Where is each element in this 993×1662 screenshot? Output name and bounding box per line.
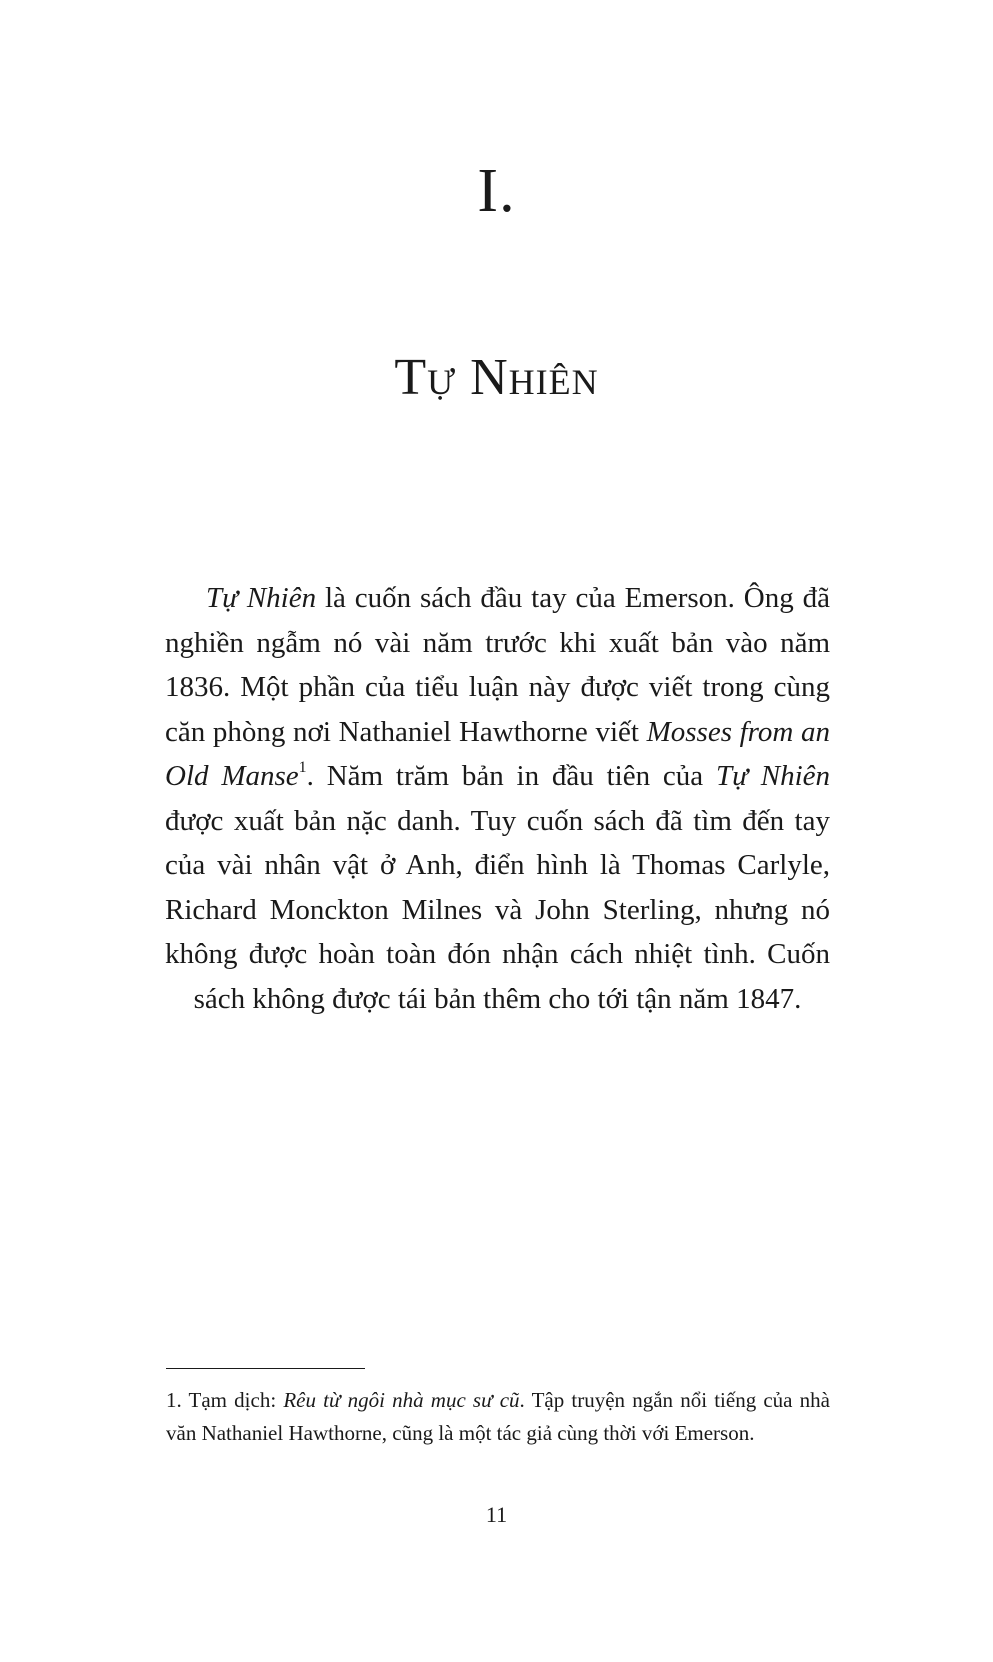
footnote-text: . Tập truyện ngắn nổi tiếng của nhà văn Nathaniel Hawthorne, cũng là một tác giả cùng thời với Emerson.	[166, 1388, 830, 1445]
footnote-prefix: 1. Tạm dịch:	[166, 1388, 284, 1412]
chapter-number: I.	[477, 157, 516, 225]
body-text-segment: . Năm trăm bản in đầu tiên của	[306, 760, 716, 792]
body-text-segment: là cuốn sách đầu tay của Emerson. Ông đã nghiền ngẫm nó vài năm trước khi xuất bản vào năm 1836. Một phần của tiểu luận này được viết trong cùng căn phòng nơi Nathaniel Hawthorne viết	[165, 582, 830, 748]
footnote	[166, 1384, 830, 1450]
body-text-segment: được xuất bản nặc danh. Tuy cuốn sách đã tìm đến tay của vài nhân vật ở Anh, điển hình là Thomas Carlyle, Richard Monckton Milnes và John Sterling, nhưng nó không được hoàn toàn đón nhận cách nhiệt tình. Cuốn sách không được tái bản thêm cho tới tận năm 1847.	[165, 804, 830, 1015]
chapter-title: Tự Nhiên	[394, 349, 599, 406]
book-title-italic: Tự Nhiên	[715, 760, 831, 792]
footnote-divider	[166, 1368, 365, 1369]
footnote-translation-italic: Rêu từ ngôi nhà mục sư cũ	[283, 1388, 520, 1412]
page-number: 11	[485, 1502, 508, 1527]
referenced-work-italic: Mosses from an Old Manse	[165, 715, 830, 792]
book-title-italic: Tự Nhiên	[206, 582, 317, 614]
footnote-reference: 1	[298, 759, 307, 777]
body-paragraph	[165, 576, 830, 1021]
